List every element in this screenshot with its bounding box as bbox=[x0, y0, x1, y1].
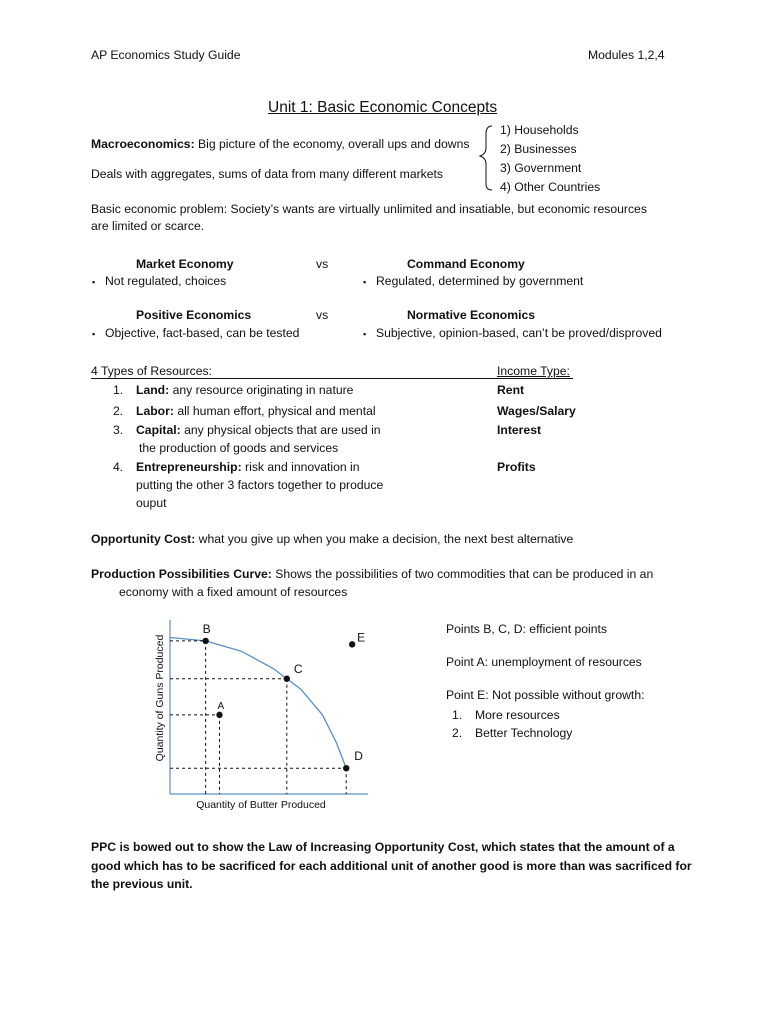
ppc-conclusion-line1: PPC is bowed out to show the Law of Increasing Opportunity Cost, which states that the amount of a bbox=[91, 840, 675, 854]
comparison-left-title: Positive Economics bbox=[136, 308, 252, 322]
resource-num: 1. bbox=[113, 383, 124, 397]
resource-term: Land: bbox=[136, 383, 170, 397]
resource-desc: risk and innovation in bbox=[245, 460, 360, 474]
resource-term: Labor: bbox=[136, 404, 174, 418]
point-label-c: C bbox=[293, 661, 303, 676]
growth-item: More resources bbox=[475, 708, 560, 722]
point-e bbox=[349, 641, 355, 647]
resource-income: Rent bbox=[497, 383, 525, 397]
resource-num: 3. bbox=[113, 423, 124, 437]
income-heading: Income Type: bbox=[497, 364, 570, 378]
note-efficient: Points B, C, D: efficient points bbox=[446, 622, 607, 636]
bullet-icon: ▪ bbox=[363, 277, 367, 287]
ppc-term: Production Possibilities Curve: bbox=[91, 567, 272, 581]
comparison-right-point: Subjective, opinion-based, can’t be proved/disproved bbox=[376, 326, 662, 340]
point-label-b: B bbox=[202, 621, 211, 636]
growth-item: Better Technology bbox=[475, 726, 573, 740]
comparison-right-title: Normative Economics bbox=[407, 308, 536, 322]
resource-num: 4. bbox=[113, 460, 124, 474]
resource-item bbox=[136, 423, 381, 438]
resource-desc: any physical objects that are used in bbox=[184, 423, 381, 437]
comparison-right-title: Command Economy bbox=[407, 257, 525, 271]
resources-heading: 4 Types of Resources: bbox=[91, 364, 213, 378]
ppc-conclusion-line2: good which has to be sacrificed for each additional unit of another good is more than was sacrificed for bbox=[91, 859, 692, 873]
resource-income: Profits bbox=[497, 460, 536, 474]
sector-1: 1) Households bbox=[500, 123, 579, 137]
resource-term: Capital: bbox=[136, 423, 181, 437]
sector-4: 4) Other Countries bbox=[500, 180, 601, 194]
resource-desc-cont: ouput bbox=[136, 496, 167, 510]
ppc-definition-cont: economy with a fixed amount of resources bbox=[119, 585, 348, 599]
resource-desc: all human effort, physical and mental bbox=[177, 404, 376, 418]
comparison-left-title: Market Economy bbox=[136, 257, 234, 271]
header-left: AP Economics Study Guide bbox=[91, 48, 241, 62]
growth-num: 2. bbox=[452, 726, 463, 740]
header-right: Modules 1,2,4 bbox=[588, 48, 665, 62]
y-axis-label: Quantity of Guns Produced bbox=[154, 634, 166, 762]
point-b bbox=[202, 638, 208, 644]
point-a bbox=[216, 712, 222, 718]
page-title: Unit 1: Basic Economic Concepts bbox=[268, 99, 498, 116]
resource-desc-cont: putting the other 3 factors together to produce bbox=[136, 478, 384, 492]
resource-desc-cont: the production of goods and services bbox=[139, 441, 339, 455]
basic-problem-line1: Basic economic problem: Society’s wants are virtually unlimited and insatiable, but economic resources bbox=[91, 202, 647, 216]
comparison-vs: vs bbox=[316, 308, 329, 322]
brace-icon bbox=[474, 124, 498, 194]
point-label-a: A bbox=[217, 700, 225, 712]
resource-item bbox=[136, 383, 353, 398]
ppc-curve bbox=[170, 638, 346, 769]
resource-item bbox=[136, 404, 376, 419]
point-c bbox=[284, 676, 290, 682]
comparison-vs: vs bbox=[316, 257, 329, 271]
opportunity-cost bbox=[91, 532, 573, 547]
basic-problem-line2: are limited or scarce. bbox=[91, 219, 205, 233]
resource-item bbox=[136, 460, 360, 475]
ppc-chart bbox=[150, 606, 380, 812]
macro-term: Macroeconomics: bbox=[91, 137, 195, 151]
opportunity-cost-term: Opportunity Cost: bbox=[91, 532, 196, 546]
resource-income: Wages/Salary bbox=[497, 404, 576, 418]
resources-divider bbox=[91, 378, 573, 379]
macro-aggregates: Deals with aggregates, sums of data from many different markets bbox=[91, 167, 444, 181]
bullet-icon: ▪ bbox=[92, 277, 96, 287]
sector-2: 2) Businesses bbox=[500, 142, 577, 156]
bullet-icon: ▪ bbox=[363, 329, 367, 339]
resource-num: 2. bbox=[113, 404, 124, 418]
comparison-left-point: Objective, fact-based, can be tested bbox=[105, 326, 300, 340]
comparison-left-point: Not regulated, choices bbox=[105, 274, 227, 288]
growth-num: 1. bbox=[452, 708, 463, 722]
opportunity-cost-definition: what you give up when you make a decision, the next best alternative bbox=[198, 532, 574, 546]
point-label-d: D bbox=[354, 749, 363, 764]
point-d bbox=[343, 765, 349, 771]
ppc-definition bbox=[91, 567, 653, 582]
resource-desc: any resource originating in nature bbox=[172, 383, 354, 397]
note-point-a: Point A: unemployment of resources bbox=[446, 655, 642, 669]
point-label-e: E bbox=[357, 630, 366, 645]
resource-term: Entrepreneurship: bbox=[136, 460, 242, 474]
x-axis-label: Quantity of Butter Produced bbox=[196, 799, 326, 811]
bullet-icon: ▪ bbox=[92, 329, 96, 339]
resource-income: Interest bbox=[497, 423, 542, 437]
macro-line bbox=[91, 137, 469, 152]
ppc-definition-text: Shows the possibilities of two commodities that can be produced in an bbox=[275, 567, 654, 581]
note-point-e: Point E: Not possible without growth: bbox=[446, 688, 645, 702]
comparison-right-point: Regulated, determined by government bbox=[376, 274, 584, 288]
sector-3: 3) Government bbox=[500, 161, 582, 175]
macro-definition: Big picture of the economy, overall ups and downs bbox=[198, 137, 470, 151]
ppc-conclusion-line3: the previous unit. bbox=[91, 877, 193, 891]
